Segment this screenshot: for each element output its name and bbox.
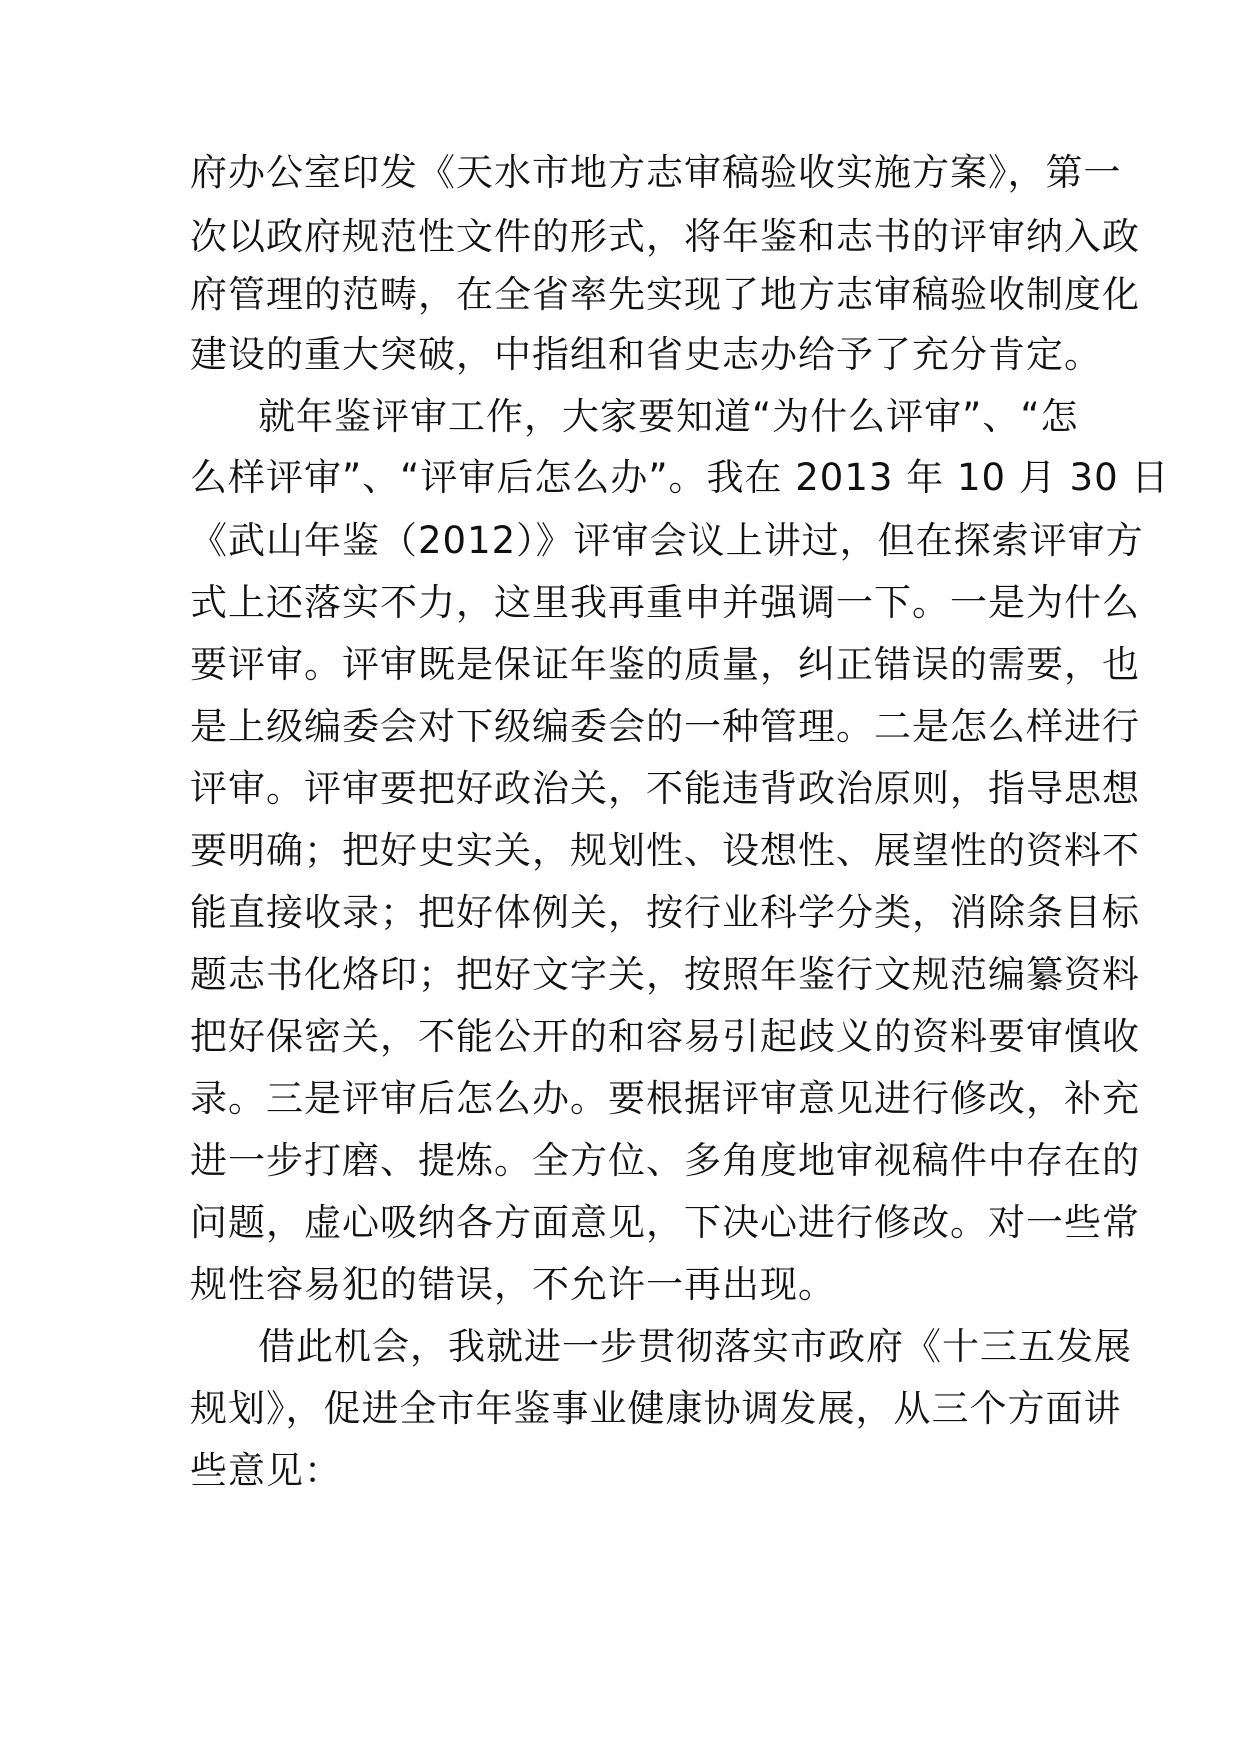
text-line: 规性容易犯的错误，不允许一再出现。	[190, 1263, 836, 1306]
text-line: 府管理的范畴，在全省率先实现了地方志审稿验收制度化	[190, 273, 1140, 316]
text-line: 要评审。评审既是保证年鉴的质量，纠正错误的需要，也	[190, 643, 1140, 686]
text-line: 题志书化烙印；把好文字关，按照年鉴行文规范编纂资料	[190, 953, 1140, 996]
text-line: 借此机会，我就进一步贯彻落实市政府《十三五发展	[258, 1325, 1132, 1368]
text-line: 把好保密关，不能公开的和容易引起歧义的资料要审慎收	[190, 1015, 1140, 1058]
text-line: 录。三是评审后怎么办。要根据评审意见进行修改，补充	[190, 1077, 1140, 1120]
text-line: 进一步打磨、提炼。全方位、多角度地审视稿件中存在的	[190, 1139, 1140, 1182]
text-line: 就年鉴评审工作，大家要知道“为什么评审”、“怎	[258, 395, 1079, 438]
text-line: 评审。评审要把好政治关，不能违背政治原则，指导思想	[190, 767, 1140, 810]
text-line: 《武山年鉴（2012）》评审会议上讲过，但在探索评审方	[190, 519, 1144, 562]
text-line: 问题，虚心吸纳各方面意见，下决心进行修改。对一些常	[190, 1201, 1140, 1244]
text-line: 府办公室印发《天水市地方志审稿验收实施方案》，第一	[190, 151, 1122, 194]
text-line: 式上还落实不力，这里我再重申并强调一下。一是为什么	[190, 581, 1140, 624]
text-line: 要明确；把好史实关，规划性、设想性、展望性的资料不	[190, 829, 1140, 872]
text-line: 是上级编委会对下级编委会的一种管理。二是怎么样进行	[190, 705, 1140, 748]
text-line: 建设的重大突破，中指组和省史志办给予了充分肯定。	[190, 333, 1102, 376]
text-line: 规划》，促进全市年鉴事业健康协调发展，从三个方面讲	[190, 1387, 1122, 1430]
text-line: 么样评审”、“评审后怎么办”。我在 2013 年 10 月 30 日	[190, 456, 1170, 499]
text-line: 能直接收录；把好体例关，按行业科学分类，消除条目标	[190, 891, 1140, 934]
text-line: 次以政府规范性文件的形式，将年鉴和志书的评审纳入政	[190, 215, 1140, 258]
text-line: 些意见：	[190, 1449, 342, 1492]
